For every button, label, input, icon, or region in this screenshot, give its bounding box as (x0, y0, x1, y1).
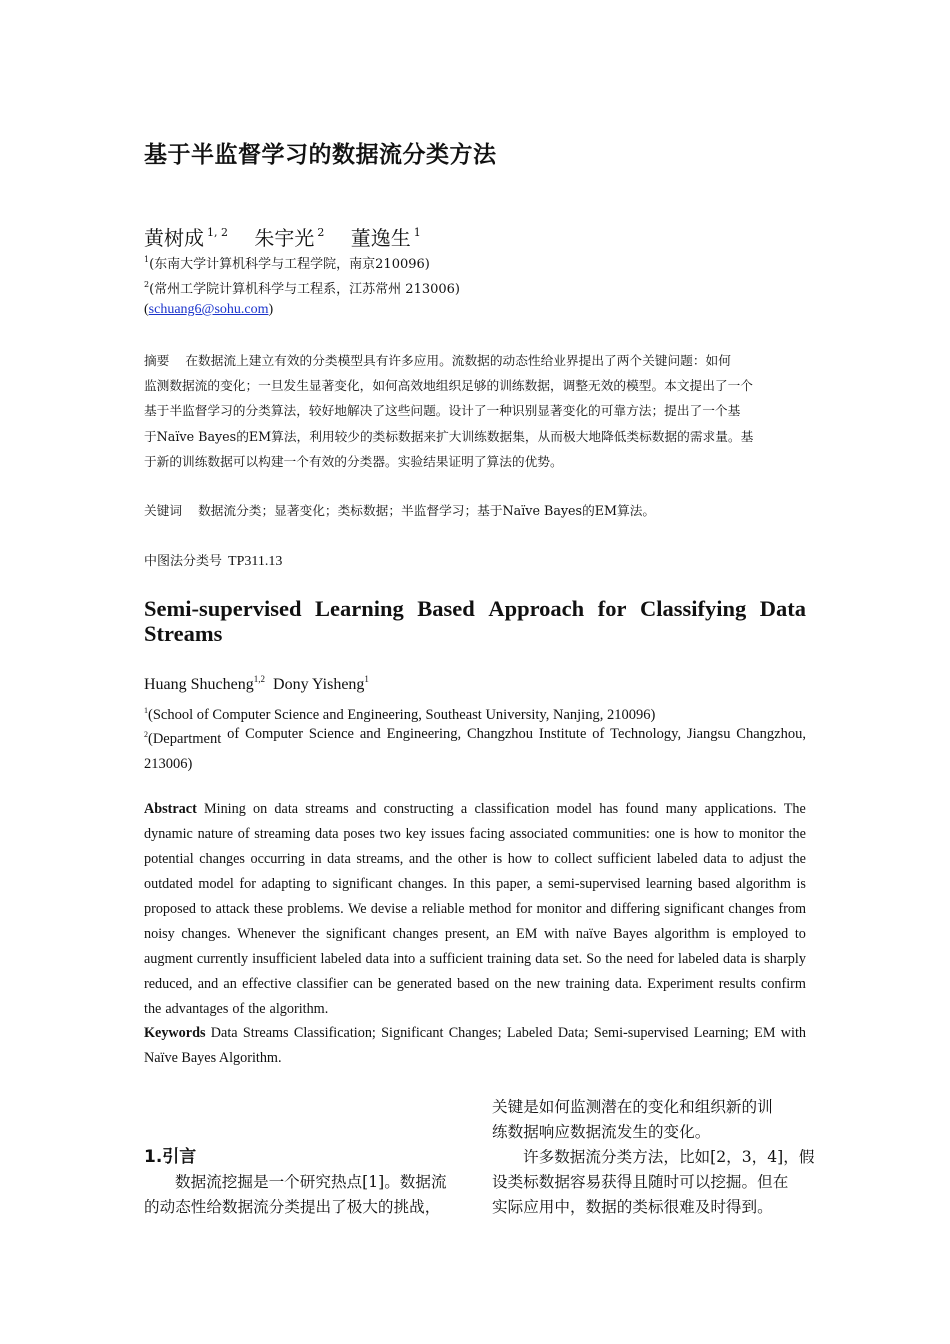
classification-value: TP311.13 (228, 554, 283, 569)
abstract-line: potential changes occurring in data streams, and the other is how to collect sufficient labeled data to adjust the (144, 851, 806, 867)
affiliation-mark: 2 (144, 280, 150, 289)
author-affiliation-mark: 1,2 (253, 674, 266, 684)
abstract-line: augment currently insufficient labeled data into a sufficient training data set. So the need for labeled data is sharply (144, 951, 806, 967)
keywords-chinese (144, 500, 655, 519)
abstract-label: 摘要 (144, 353, 170, 368)
authors-english (144, 674, 369, 694)
title-english (144, 596, 806, 646)
author-affiliation-mark: 1 (364, 674, 369, 684)
keywords-line: Keywords Data Streams Classification; Significant Changes; Labeled Data; Semi-supervised Learning; EM with (144, 1021, 806, 1046)
body-line: 许多数据流分类方法，比如[2，3，4]，假 (523, 1148, 815, 1166)
author-affiliation-mark: 1, 2 (207, 226, 228, 239)
section-heading: 1.引言 (144, 1147, 197, 1167)
abstract-line: 于Naïve Bayes的EM算法，利用较少的类标数据来扩大训练数据集，从而极大地降低类标数据的需求量。基 (144, 428, 754, 444)
affiliation-text: (常州工学院计算机科学与工程系，江苏常州 213006) (149, 282, 460, 297)
body-line: 实际应用中，数据的类标很难及时得到。 (492, 1198, 773, 1216)
author-affiliation-mark: 2 (317, 226, 325, 239)
affiliation-text: (东南大学计算机科学与工程学院，南京210096) (149, 257, 430, 272)
keywords-text: 数据流分类；显著变化；类标数据；半监督学习；基于Naïve Bayes的EM算法。 (198, 503, 656, 518)
affiliation-mark: 1 (144, 255, 150, 264)
affiliation-chinese-2 (144, 278, 460, 297)
author-email: (schuang6@sohu.com) (144, 302, 274, 317)
email-link[interactable]: schuang6@sohu.com (148, 302, 269, 317)
body-column-left (144, 1145, 458, 1220)
author-affiliation-mark: 1 (413, 226, 421, 239)
abstract-english (144, 797, 806, 1022)
body-line: 关键是如何监测潜在的变化和组织新的训 (492, 1098, 773, 1116)
abstract-label: Abstract (144, 801, 197, 817)
keywords-label: Keywords (144, 1025, 206, 1041)
classification-number (144, 550, 282, 570)
abstract-line: outdated model for adapting to significant changes. In this paper, a semi-supervised learning based algorithm is (144, 876, 806, 892)
affiliation-mark: 2 (144, 730, 148, 739)
abstract-line: reduced, and an effective classifier can be generated based on the new training data. Experiment results confirm (144, 976, 806, 992)
title-english-line-2: Streams (144, 621, 223, 646)
affiliation-line: $^2$(Department of Computer Science and Engineering, Changzhou Institute of Technology, Jiangsu Changzhou, (144, 726, 806, 747)
body-line: 练数据响应数据流发生的变化。 (492, 1123, 711, 1141)
affiliation-line: 213006) (144, 756, 193, 772)
abstract-line: 于新的训练数据可以构建一个有效的分类器。实验结果证明了算法的优势。 (144, 453, 563, 469)
keywords-english (144, 1021, 806, 1071)
title-english-line-1: Semi-supervised Learning Based Approach for Classifying Data (144, 596, 806, 621)
abstract-line: Abstract Mining on data streams and constructing a classification model has found many applications. The (144, 797, 806, 822)
body-column-right (492, 1095, 815, 1220)
author-name: 黄树成 (144, 226, 204, 250)
keywords-label: 关键词 (144, 503, 183, 518)
body-line: 设类标数据容易获得且随时可以挖掘。但在 (492, 1173, 789, 1191)
affiliation-mark: 1 (144, 706, 148, 715)
abstract-line: dynamic nature of streaming data poses two key issues facing associated communities: one is how to monitor the (144, 826, 806, 842)
abstract-line: proposed to attack these problems. We devise a reliable method for monitor and differing significant changes from (144, 901, 806, 917)
abstract-line: 监测数据流的变化；一旦发生显著变化，如何高效地组织足够的训练数据，调整无效的模型。本文提出了一个 (144, 378, 753, 394)
body-line: 数据流挖掘是一个研究热点[1]。数据流 (175, 1173, 447, 1191)
authors-chinese (144, 222, 421, 251)
author-name: Dony Yisheng (273, 676, 365, 693)
affiliation-chinese-1 (144, 253, 430, 272)
author-name: 朱宇光 (254, 226, 315, 250)
body-line: 的动态性给数据流分类提出了极大的挑战， (144, 1198, 441, 1216)
title-chinese: 基于半监督学习的数据流分类方法 (144, 142, 497, 168)
affiliation-text: (School of Computer Science and Engineering, Southeast University, Nanjing, 210096) (148, 707, 656, 723)
abstract-line: the advantages of the algorithm. (144, 1001, 329, 1017)
author-name: Huang Shucheng (144, 676, 254, 693)
affiliation-english-2 (144, 722, 806, 777)
abstract-line: 基于半监督学习的分类算法，较好地解决了这些问题。设计了一种识别显著变化的可靠方法；提出了一个基 (144, 403, 741, 419)
keywords-line: Naïve Bayes Algorithm. (144, 1050, 282, 1066)
abstract-line: 摘要 在数据流上建立有效的分类模型具有许多应用。流数据的动态性给业界提出了两个关键问题：如何 (144, 353, 731, 368)
classification-label: 中图法分类号 (144, 554, 223, 569)
abstract-line: noisy changes. Whenever the significant changes present, an EM with naïve Bayes algorithm is employed to (144, 926, 806, 942)
author-name: 董逸生 (350, 226, 411, 250)
abstract-chinese (144, 348, 806, 474)
